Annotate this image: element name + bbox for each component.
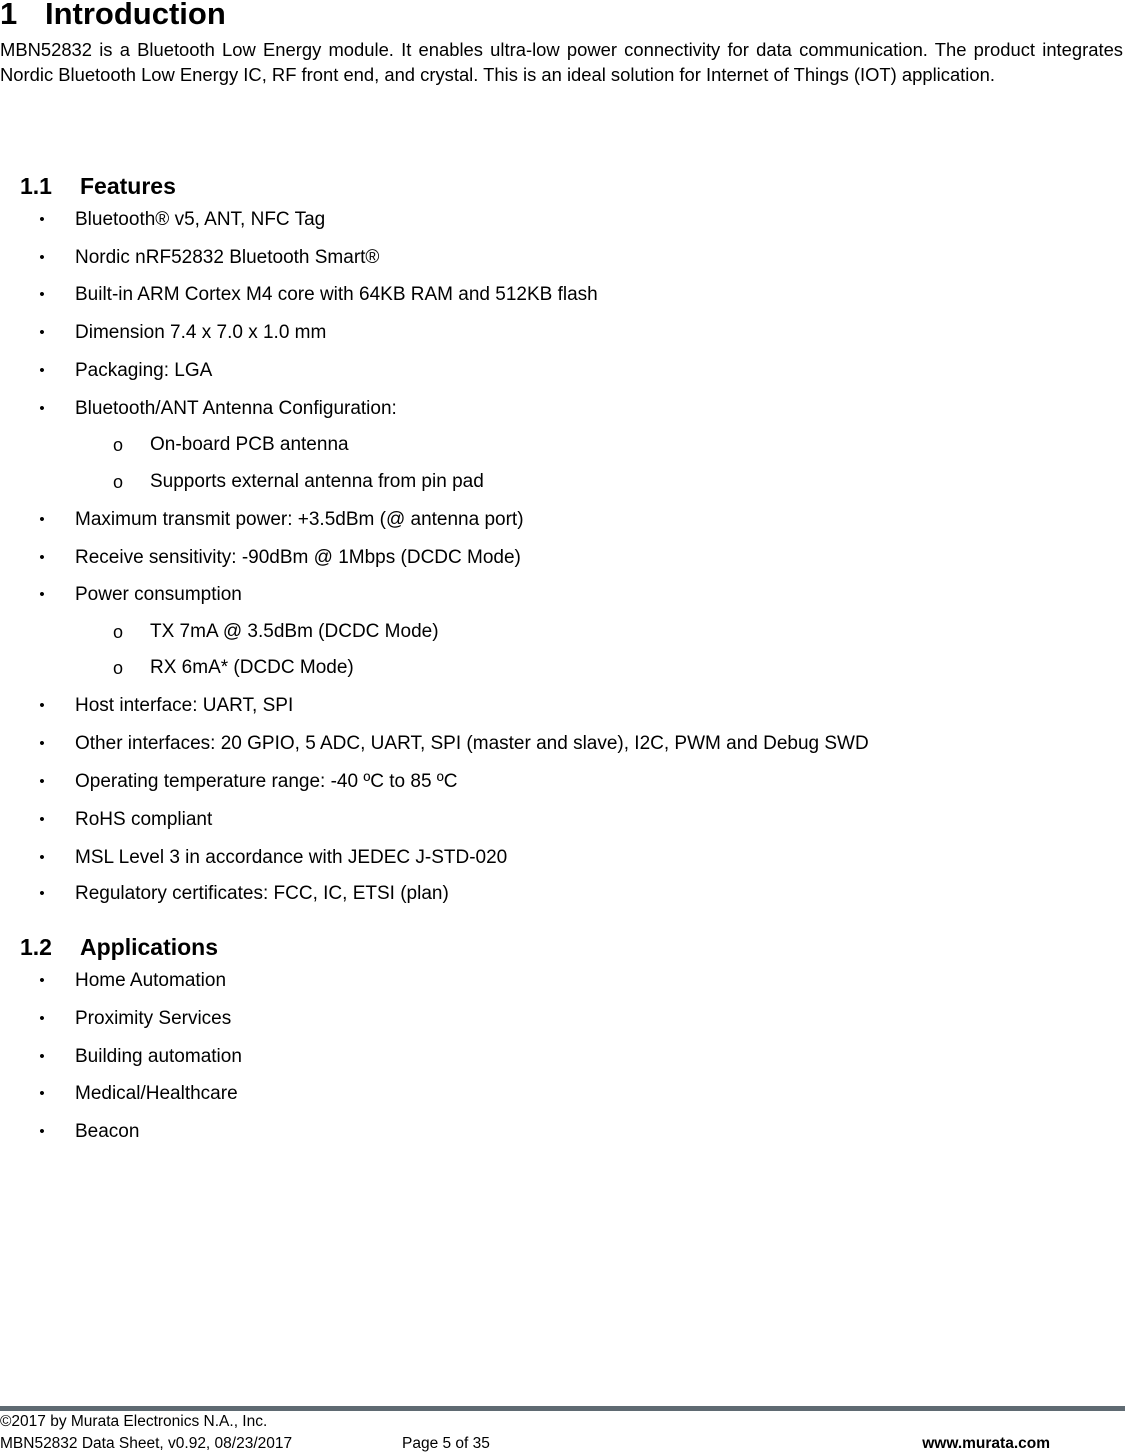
list-item-text: Beacon [75,1121,140,1142]
list-item [0,582,1125,608]
subsection-heading-features [20,172,176,200]
list-item [0,1119,1125,1145]
section-number: 1 [0,0,18,31]
list-item-text: Packaging: LGA [75,360,213,381]
footer-website-link[interactable]: www.murata.com [922,1435,1050,1452]
bullet-icon: • [39,1123,45,1140]
list-item [0,731,1125,757]
bullet-icon: • [39,1085,45,1102]
list-item [0,545,1125,571]
bullet-icon: • [39,811,45,828]
list-item-text: TX 7mA @ 3.5dBm (DCDC Mode) [150,621,439,642]
sub-bullet-icon: o [112,472,123,492]
list-item [0,968,1125,994]
list-item [0,282,1125,308]
list-item-text: On-board PCB antenna [150,434,349,455]
list-item-text: Supports external antenna from pin pad [150,471,484,492]
intro-paragraph: MBN52832 is a Bluetooth Low Energy module. It enables ultra-low power connectivity for data communication. The product integrates Nordic Bluetooth Low Energy IC, RF front end, and crystal. This is an ideal solution for Internet of Things (IOT) application. [0,39,1123,85]
bullet-icon: • [39,849,45,866]
subsection-number: 1.2 [20,934,52,960]
list-item [0,807,1125,833]
list-item-text: RX 6mA* (DCDC Mode) [150,657,354,678]
list-item [0,845,1125,871]
list-item [0,396,1125,422]
subsection-number: 1.1 [20,173,52,199]
list-item-text: Building automation [75,1046,242,1067]
list-item [0,1044,1125,1070]
section-heading-introduction [0,0,226,32]
bullet-icon: • [39,735,45,752]
list-item [0,207,1125,233]
list-item-text: Other interfaces: 20 GPIO, 5 ADC, UART, SPI (master and slave), I2C, PWM and Debug SWD [75,733,869,754]
list-item-text: Home Automation [75,970,227,991]
subsection-heading-applications [20,933,218,961]
list-item-text: Dimension 7.4 x 7.0 x 1.0 mm [75,322,327,343]
bullet-icon: • [39,549,45,566]
bullet-icon: • [39,1010,45,1027]
list-item-text: Power consumption [75,584,242,605]
bullet-icon: • [39,697,45,714]
list-item-text: Host interface: UART, SPI [75,695,294,716]
bullet-icon: • [39,885,45,902]
list-item [0,320,1125,346]
bullet-icon: • [39,400,45,417]
bullet-icon: • [39,249,45,266]
list-item [0,769,1125,795]
sub-bullet-icon: o [112,658,123,678]
list-item-text: RoHS compliant [75,809,213,830]
list-item [0,619,1125,645]
list-item [0,655,1125,681]
bullet-icon: • [39,511,45,528]
list-item [0,1006,1125,1032]
footer-copyright: ©2017 by Murata Electronics N.A., Inc. [0,1413,268,1430]
list-item [0,245,1125,271]
sub-bullet-icon: o [112,435,123,455]
list-item-text: Medical/Healthcare [75,1083,238,1104]
list-item [0,432,1125,458]
bullet-icon: • [39,586,45,603]
list-item-text: Nordic nRF52832 Bluetooth Smart® [75,247,380,268]
bullet-icon: • [39,324,45,341]
list-item-text: Bluetooth® v5, ANT, NFC Tag [75,209,326,230]
footer-page-number: Page 5 of 35 [402,1435,490,1452]
list-item-text: Operating temperature range: -40 ºC to 85 ºC [75,771,458,792]
list-item-text: Built-in ARM Cortex M4 core with 64KB RAM and 512KB flash [75,284,598,305]
list-item-text: MSL Level 3 in accordance with JEDEC J-STD-020 [75,847,508,868]
bullet-icon: • [39,286,45,303]
subsection-title: Features [80,173,176,199]
list-item [0,693,1125,719]
list-item-text: Receive sensitivity: -90dBm @ 1Mbps (DCDC Mode) [75,547,521,568]
bullet-icon: • [39,972,45,989]
list-item-text: Proximity Services [75,1008,232,1029]
section-title: Introduction [45,0,226,31]
bullet-icon: • [39,211,45,228]
list-item [0,881,1125,907]
bullet-icon: • [39,773,45,790]
list-item-text: Maximum transmit power: +3.5dBm (@ antenna port) [75,509,524,530]
list-item [0,358,1125,384]
list-item [0,1081,1125,1107]
sub-bullet-icon: o [112,622,123,642]
bullet-icon: • [39,1048,45,1065]
list-item [0,507,1125,533]
list-item [0,469,1125,495]
footer-datasheet-version: MBN52832 Data Sheet, v0.92, 08/23/2017 [0,1435,293,1452]
subsection-title: Applications [80,934,219,960]
bullet-icon: • [39,362,45,379]
list-item-text: Regulatory certificates: FCC, IC, ETSI (plan) [75,883,449,904]
footer-divider [0,1406,1125,1411]
list-item-text: Bluetooth/ANT Antenna Configuration: [75,398,397,419]
